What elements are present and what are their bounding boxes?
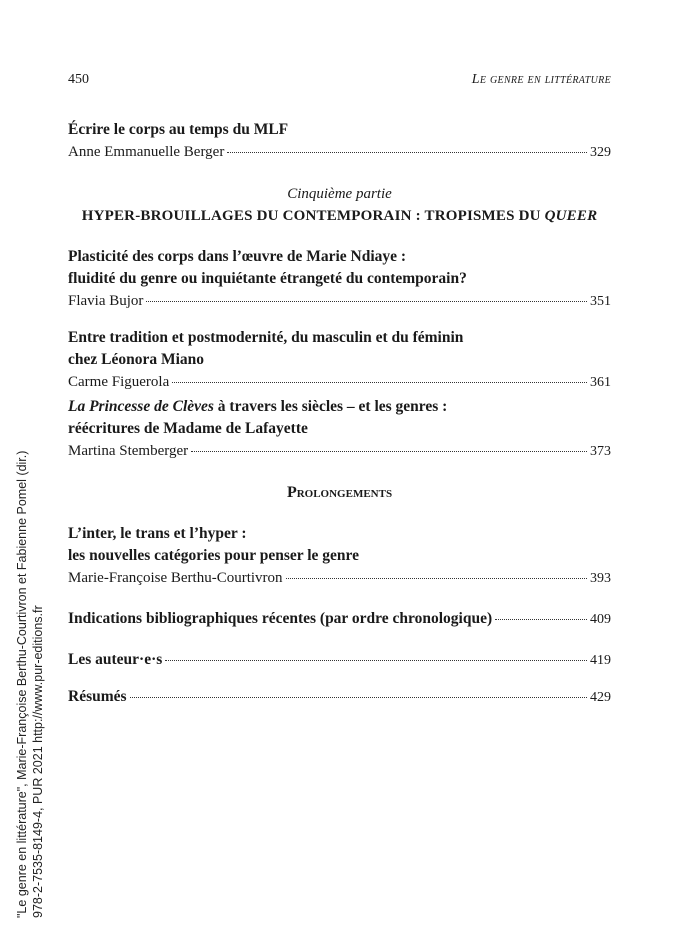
entry-title-line: [68, 396, 611, 418]
section-title: Prolongements: [286, 484, 393, 501]
entry-author: Anne Emmanuelle Berger: [68, 144, 225, 160]
entry-title-line: les nouvelles catégories pour penser le genre: [68, 547, 360, 564]
entry-page: 419: [590, 653, 611, 668]
toc-entry: [68, 246, 611, 313]
dot-leader: [146, 301, 587, 302]
entry-title: Résumés: [68, 688, 127, 705]
part-title: [68, 205, 611, 227]
entry-title-line: [68, 649, 611, 672]
dot-leader: [286, 578, 587, 579]
sidebar-line: 978-2-7535-8149-4, PUR 2021 http://www.pur-editions.fr: [31, 605, 45, 918]
toc-entry: [68, 327, 611, 394]
part-heading: [68, 183, 611, 227]
section-heading: [68, 482, 611, 504]
entry-author-line[interactable]: [68, 371, 611, 394]
entry-title-line: réécritures de Madame de Lafayette: [68, 420, 308, 437]
page-number: 450: [68, 72, 89, 87]
toc-entry: [68, 523, 611, 590]
dot-leader: [191, 451, 587, 452]
entry-title-line: L’inter, le trans et l’hyper :: [68, 525, 247, 542]
entry-author: Carme Figuerola: [68, 374, 170, 390]
part-title-text: HYPER-BROUILLAGES DU CONTEMPORAIN : TROPISMES DU: [81, 208, 545, 224]
dot-leader: [227, 152, 587, 153]
entry-author-line[interactable]: [68, 567, 611, 590]
entry-title-line: Plasticité des corps dans l’œuvre de Marie Ndiaye :: [68, 248, 407, 265]
entry-page: 329: [590, 145, 611, 160]
entry-title-line: chez Léonora Miano: [68, 351, 205, 368]
entry-title-italic: La Princesse de Clèves: [68, 398, 214, 415]
entry-title: Les auteur·e·s: [68, 651, 163, 668]
toc-entry: [68, 396, 611, 463]
entry-title-rest: à travers les siècles – et les genres :: [213, 398, 448, 415]
dot-leader: [130, 697, 587, 698]
entry-title: Indications bibliographiques récentes (par ordre chronologique): [68, 610, 493, 627]
entry-author: Martina Stemberger: [68, 443, 189, 459]
entry-title-line: fluidité du genre ou inquiétante étrangeté du contemporain?: [68, 270, 467, 287]
entry-page: 429: [590, 690, 611, 705]
entry-page: 409: [590, 612, 611, 627]
entry-title-line: [68, 608, 611, 631]
entry-author-line[interactable]: [68, 290, 611, 313]
part-title-italic: QUEER: [544, 208, 598, 224]
toc-entry: [68, 119, 611, 164]
entry-title-line: [68, 686, 611, 709]
entry-title-line: Entre tradition et postmodernité, du masculin et du féminin: [68, 329, 464, 346]
part-label: Cinquième partie: [287, 186, 392, 202]
running-title: Le genre en littérature: [471, 72, 611, 87]
entry-author: Marie-Françoise Berthu-Courtivron: [68, 570, 283, 586]
entry-author: Flavia Bujor: [68, 293, 144, 309]
copyright-sidebar: [14, 451, 46, 918]
entry-page: 393: [590, 571, 611, 586]
toc-entry[interactable]: [68, 608, 611, 631]
sidebar-line: "Le genre en littérature", Marie-Françoise Berthu-Courtivron et Fabienne Pomel (dir.): [15, 450, 29, 918]
dot-leader: [172, 382, 587, 383]
toc-entry[interactable]: [68, 686, 611, 709]
dot-leader: [165, 660, 587, 661]
entry-author-line[interactable]: [68, 440, 611, 463]
toc-entry[interactable]: [68, 649, 611, 672]
page-header: [68, 72, 611, 92]
entry-page: 361: [590, 375, 611, 390]
entry-author-line[interactable]: [68, 141, 611, 164]
entry-page: 351: [590, 294, 611, 309]
entry-page: 373: [590, 444, 611, 459]
dot-leader: [495, 619, 587, 620]
entry-title: Écrire le corps au temps du MLF: [68, 121, 289, 138]
